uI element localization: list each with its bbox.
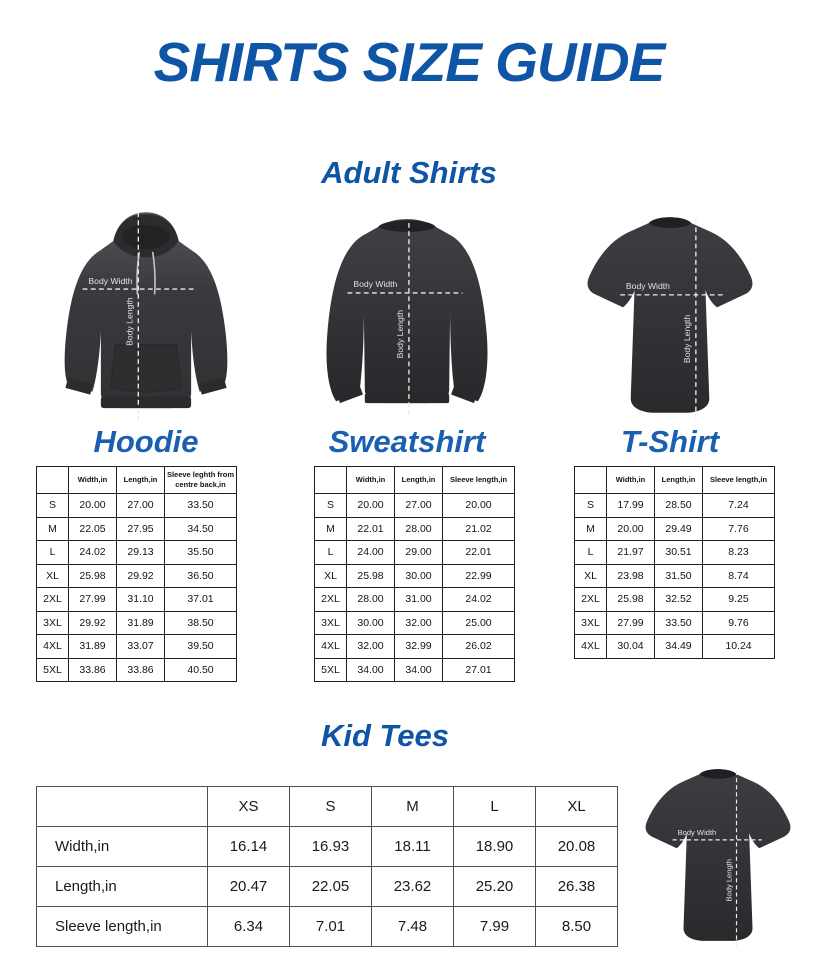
header-row [315,467,515,494]
value-cell: 28.00 [347,588,395,612]
value-cell: 35.50 [165,541,237,565]
value-cell: 22.01 [443,541,515,565]
column-header [37,467,69,494]
value-cell: 7.76 [703,517,775,541]
value-cell: 34.00 [347,658,395,682]
table-row [575,541,775,565]
value-cell: 36.50 [165,564,237,588]
kid-tees-heading: Kid Tees [320,718,450,753]
column-header: S [290,787,372,827]
header-row [37,467,237,494]
value-cell: 18.90 [454,827,536,867]
value-cell: 24.00 [347,541,395,565]
value-cell: 16.14 [208,827,290,867]
value-cell: 27.01 [443,658,515,682]
value-cell: 25.98 [607,588,655,612]
hem-band [365,394,449,404]
value-cell: 33.86 [117,658,165,682]
table-row [315,541,515,565]
adult-shirts-heading: Adult Shirts [321,155,497,190]
column-header: M [372,787,454,827]
value-cell: 39.50 [165,635,237,659]
value-cell: 28.00 [395,517,443,541]
value-cell: 31.89 [69,635,117,659]
row-label-cell: 4XL [37,635,69,659]
value-cell: 25.20 [454,867,536,907]
sweatshirt-diagram [297,200,517,430]
value-cell: 38.50 [165,611,237,635]
column-header: Sleeve length,in [443,467,515,494]
value-cell: 25.98 [69,564,117,588]
table-row [37,635,237,659]
row-label-cell: 3XL [315,611,347,635]
tshirt-diagram [570,200,770,430]
table-row [575,611,775,635]
table-row [315,658,515,682]
row-label-cell: 2XL [315,588,347,612]
page-title: SHIRTS SIZE GUIDE [153,31,665,93]
body-width-label: Body Width [677,827,717,837]
value-cell: 9.25 [703,588,775,612]
body-length-label: Body Length [124,297,135,346]
row-label-cell: M [37,517,69,541]
column-header: XL [536,787,618,827]
value-cell: 30.00 [395,564,443,588]
value-cell: 22.99 [443,564,515,588]
body-width-label: Body Width [88,276,133,287]
tshirt-size-table [574,466,775,659]
value-cell: 26.38 [536,867,618,907]
column-header: Width,in [347,467,395,494]
value-cell: 23.62 [372,867,454,907]
value-cell: 21.02 [443,517,515,541]
column-header: Length,in [395,467,443,494]
table-row [37,907,618,947]
row-label-cell: 2XL [37,588,69,612]
row-label-cell: 2XL [575,588,607,612]
value-cell: 27.95 [117,517,165,541]
row-label-cell: L [315,541,347,565]
row-label-cell: S [575,494,607,518]
value-cell: 16.93 [290,827,372,867]
value-cell: 7.48 [372,907,454,947]
value-cell: 32.00 [395,611,443,635]
value-cell: 33.86 [69,658,117,682]
value-cell: 34.50 [165,517,237,541]
row-label-cell: L [37,541,69,565]
kid-tee-diagram [632,754,804,956]
value-cell: 7.01 [290,907,372,947]
hoodie-image [50,198,242,430]
value-cell: 30.04 [607,635,655,659]
column-header: Length,in [117,467,165,494]
column-header: Width,in [607,467,655,494]
column-header [575,467,607,494]
hood-opening [122,225,170,250]
hoodie-size-table [36,466,237,682]
body-width-label: Body Width [625,281,670,292]
value-cell: 29.13 [117,541,165,565]
value-cell: 25.00 [443,611,515,635]
table-row [575,588,775,612]
body-width-label: Body Width [353,279,398,290]
crew-collar [378,220,436,232]
value-cell: 29.49 [655,517,703,541]
value-cell: 37.01 [165,588,237,612]
value-cell: 31.89 [117,611,165,635]
row-label-cell: XL [575,564,607,588]
kangaroo-pocket [110,345,181,392]
row-label-cell: M [575,517,607,541]
kid-tees-size-table [36,786,618,947]
table-row [315,611,515,635]
column-header: Width,in [69,467,117,494]
row-label-cell: Sleeve length,in [37,907,208,947]
row-label-cell: 4XL [575,635,607,659]
table-row [315,588,515,612]
value-cell: 20.08 [536,827,618,867]
value-cell: 31.00 [395,588,443,612]
value-cell: 32.52 [655,588,703,612]
value-cell: 22.05 [290,867,372,907]
value-cell: 28.50 [655,494,703,518]
row-label-cell: XL [315,564,347,588]
tshirt-body [588,217,753,413]
value-cell: 33.50 [165,494,237,518]
value-cell: 21.97 [607,541,655,565]
value-cell: 20.47 [208,867,290,907]
value-cell: 33.07 [117,635,165,659]
value-cell: 29.00 [395,541,443,565]
value-cell: 40.50 [165,658,237,682]
table-row [575,494,775,518]
value-cell: 32.00 [347,635,395,659]
row-label-cell: Width,in [37,827,208,867]
value-cell: 27.99 [607,611,655,635]
value-cell: 33.50 [655,611,703,635]
row-label-cell: Length,in [37,867,208,907]
value-cell: 27.00 [117,494,165,518]
table-row [315,564,515,588]
table-row [37,867,618,907]
row-label-cell: 5XL [315,658,347,682]
value-cell: 27.00 [395,494,443,518]
value-cell: 30.00 [347,611,395,635]
column-header [315,467,347,494]
table-row [37,588,237,612]
value-cell: 20.00 [69,494,117,518]
column-header: Sleeve leghth from centre back,in [165,467,237,494]
tshirt-label: T-Shirt [620,424,720,459]
table-row [37,611,237,635]
column-header: L [454,787,536,827]
value-cell: 18.11 [372,827,454,867]
value-cell: 27.99 [69,588,117,612]
tshirt-image [570,200,770,430]
value-cell: 24.02 [69,541,117,565]
value-cell: 31.10 [117,588,165,612]
value-cell: 29.92 [69,611,117,635]
table-row [575,635,775,659]
table-row [575,564,775,588]
row-label-cell: 5XL [37,658,69,682]
column-header: Sleeve length,in [703,467,775,494]
hoodie-diagram [50,198,242,430]
header-row [37,787,618,827]
sweatshirt-label: Sweatshirt [328,424,486,459]
column-header: Length,in [655,467,703,494]
table-row [37,517,237,541]
value-cell: 26.02 [443,635,515,659]
value-cell: 23.98 [607,564,655,588]
value-cell: 9.76 [703,611,775,635]
kid-tee-image [632,754,804,956]
row-label-cell: XL [37,564,69,588]
tshirt-body [646,769,791,941]
table-row [315,517,515,541]
body-length-label: Body Length [724,859,734,902]
value-cell: 34.49 [655,635,703,659]
value-cell: 17.99 [607,494,655,518]
row-label-cell: S [37,494,69,518]
value-cell: 34.00 [395,658,443,682]
value-cell: 6.34 [208,907,290,947]
column-header: XS [208,787,290,827]
row-label-cell: 3XL [575,611,607,635]
value-cell: 20.00 [607,517,655,541]
value-cell: 22.01 [347,517,395,541]
value-cell: 8.50 [536,907,618,947]
table-row [37,541,237,565]
sweatshirt-body [327,219,488,403]
hem-band [101,397,191,409]
value-cell: 20.00 [347,494,395,518]
body-length-label: Body Length [682,314,693,364]
value-cell: 10.24 [703,635,775,659]
value-cell: 30.51 [655,541,703,565]
table-row [37,827,618,867]
row-label-cell: M [315,517,347,541]
value-cell: 7.99 [454,907,536,947]
column-header [37,787,208,827]
table-row [315,635,515,659]
sweatshirt-size-table [314,466,515,682]
value-cell: 29.92 [117,564,165,588]
table-row [37,494,237,518]
hoodie-label: Hoodie [93,424,199,459]
table-row [575,517,775,541]
row-label-cell: 4XL [315,635,347,659]
value-cell: 25.98 [347,564,395,588]
table-row [315,494,515,518]
row-label-cell: L [575,541,607,565]
value-cell: 32.99 [395,635,443,659]
value-cell: 8.74 [703,564,775,588]
body-length-label: Body Length [395,309,406,359]
value-cell: 31.50 [655,564,703,588]
table-row [37,564,237,588]
value-cell: 7.24 [703,494,775,518]
row-label-cell: S [315,494,347,518]
value-cell: 22.05 [69,517,117,541]
table-row [37,658,237,682]
header-row [575,467,775,494]
sweatshirt-image [297,200,517,430]
value-cell: 24.02 [443,588,515,612]
value-cell: 8.23 [703,541,775,565]
row-label-cell: 3XL [37,611,69,635]
value-cell: 20.00 [443,494,515,518]
